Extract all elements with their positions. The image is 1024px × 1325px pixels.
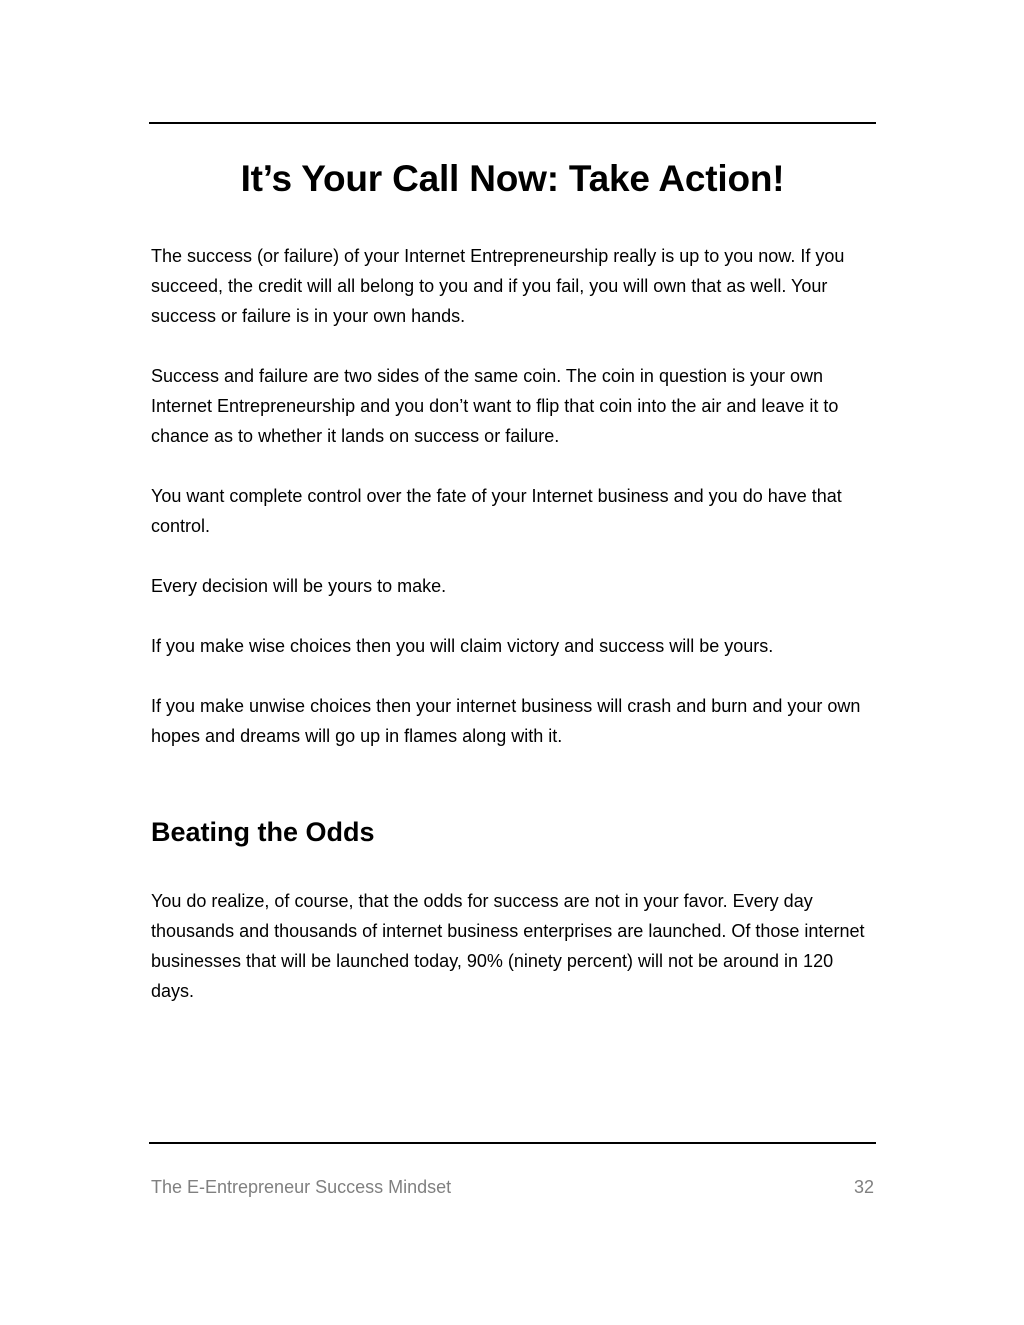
header-rule: [149, 122, 876, 124]
body-paragraph: Every decision will be yours to make.: [151, 576, 447, 596]
footer-book-title: The E-Entrepreneur Success Mindset: [151, 1177, 452, 1197]
footer-page-number: 32: [853, 1177, 874, 1197]
body-paragraph: Success and failure are two sides of the same coin. The coin in question is your own Internet Entrepreneurship and you don’t want to flip that coin into the air and leave it to chance as to whether it lands on success or failure.: [151, 366, 839, 446]
body-paragraph: You want complete control over the fate of your Internet business and you do have that control.: [151, 486, 842, 536]
footer-rule: [149, 1142, 876, 1144]
page-title: It’s Your Call Now: Take Action!: [240, 158, 785, 199]
body-paragraph: If you make wise choices then you will claim victory and success will be yours.: [151, 636, 774, 656]
body-paragraph: The success (or failure) of your Internet Entrepreneurship really is up to you now. If you succeed, the credit will all belong to you and if you fail, you will own that as well. Your success or failure is in your own hands.: [151, 246, 845, 326]
section-heading: Beating the Odds: [151, 817, 375, 847]
section-paragraph: You do realize, of course, that the odds for success are not in your favor. Every day thousands and thousands of internet business enterprises are launched. Of those internet businesses that will be launched today, 90% (ninety percent) will not be around in 120 days.: [151, 891, 865, 1001]
body-paragraph: If you make unwise choices then your internet business will crash and burn and your own hopes and dreams will go up in flames along with it.: [151, 696, 861, 746]
